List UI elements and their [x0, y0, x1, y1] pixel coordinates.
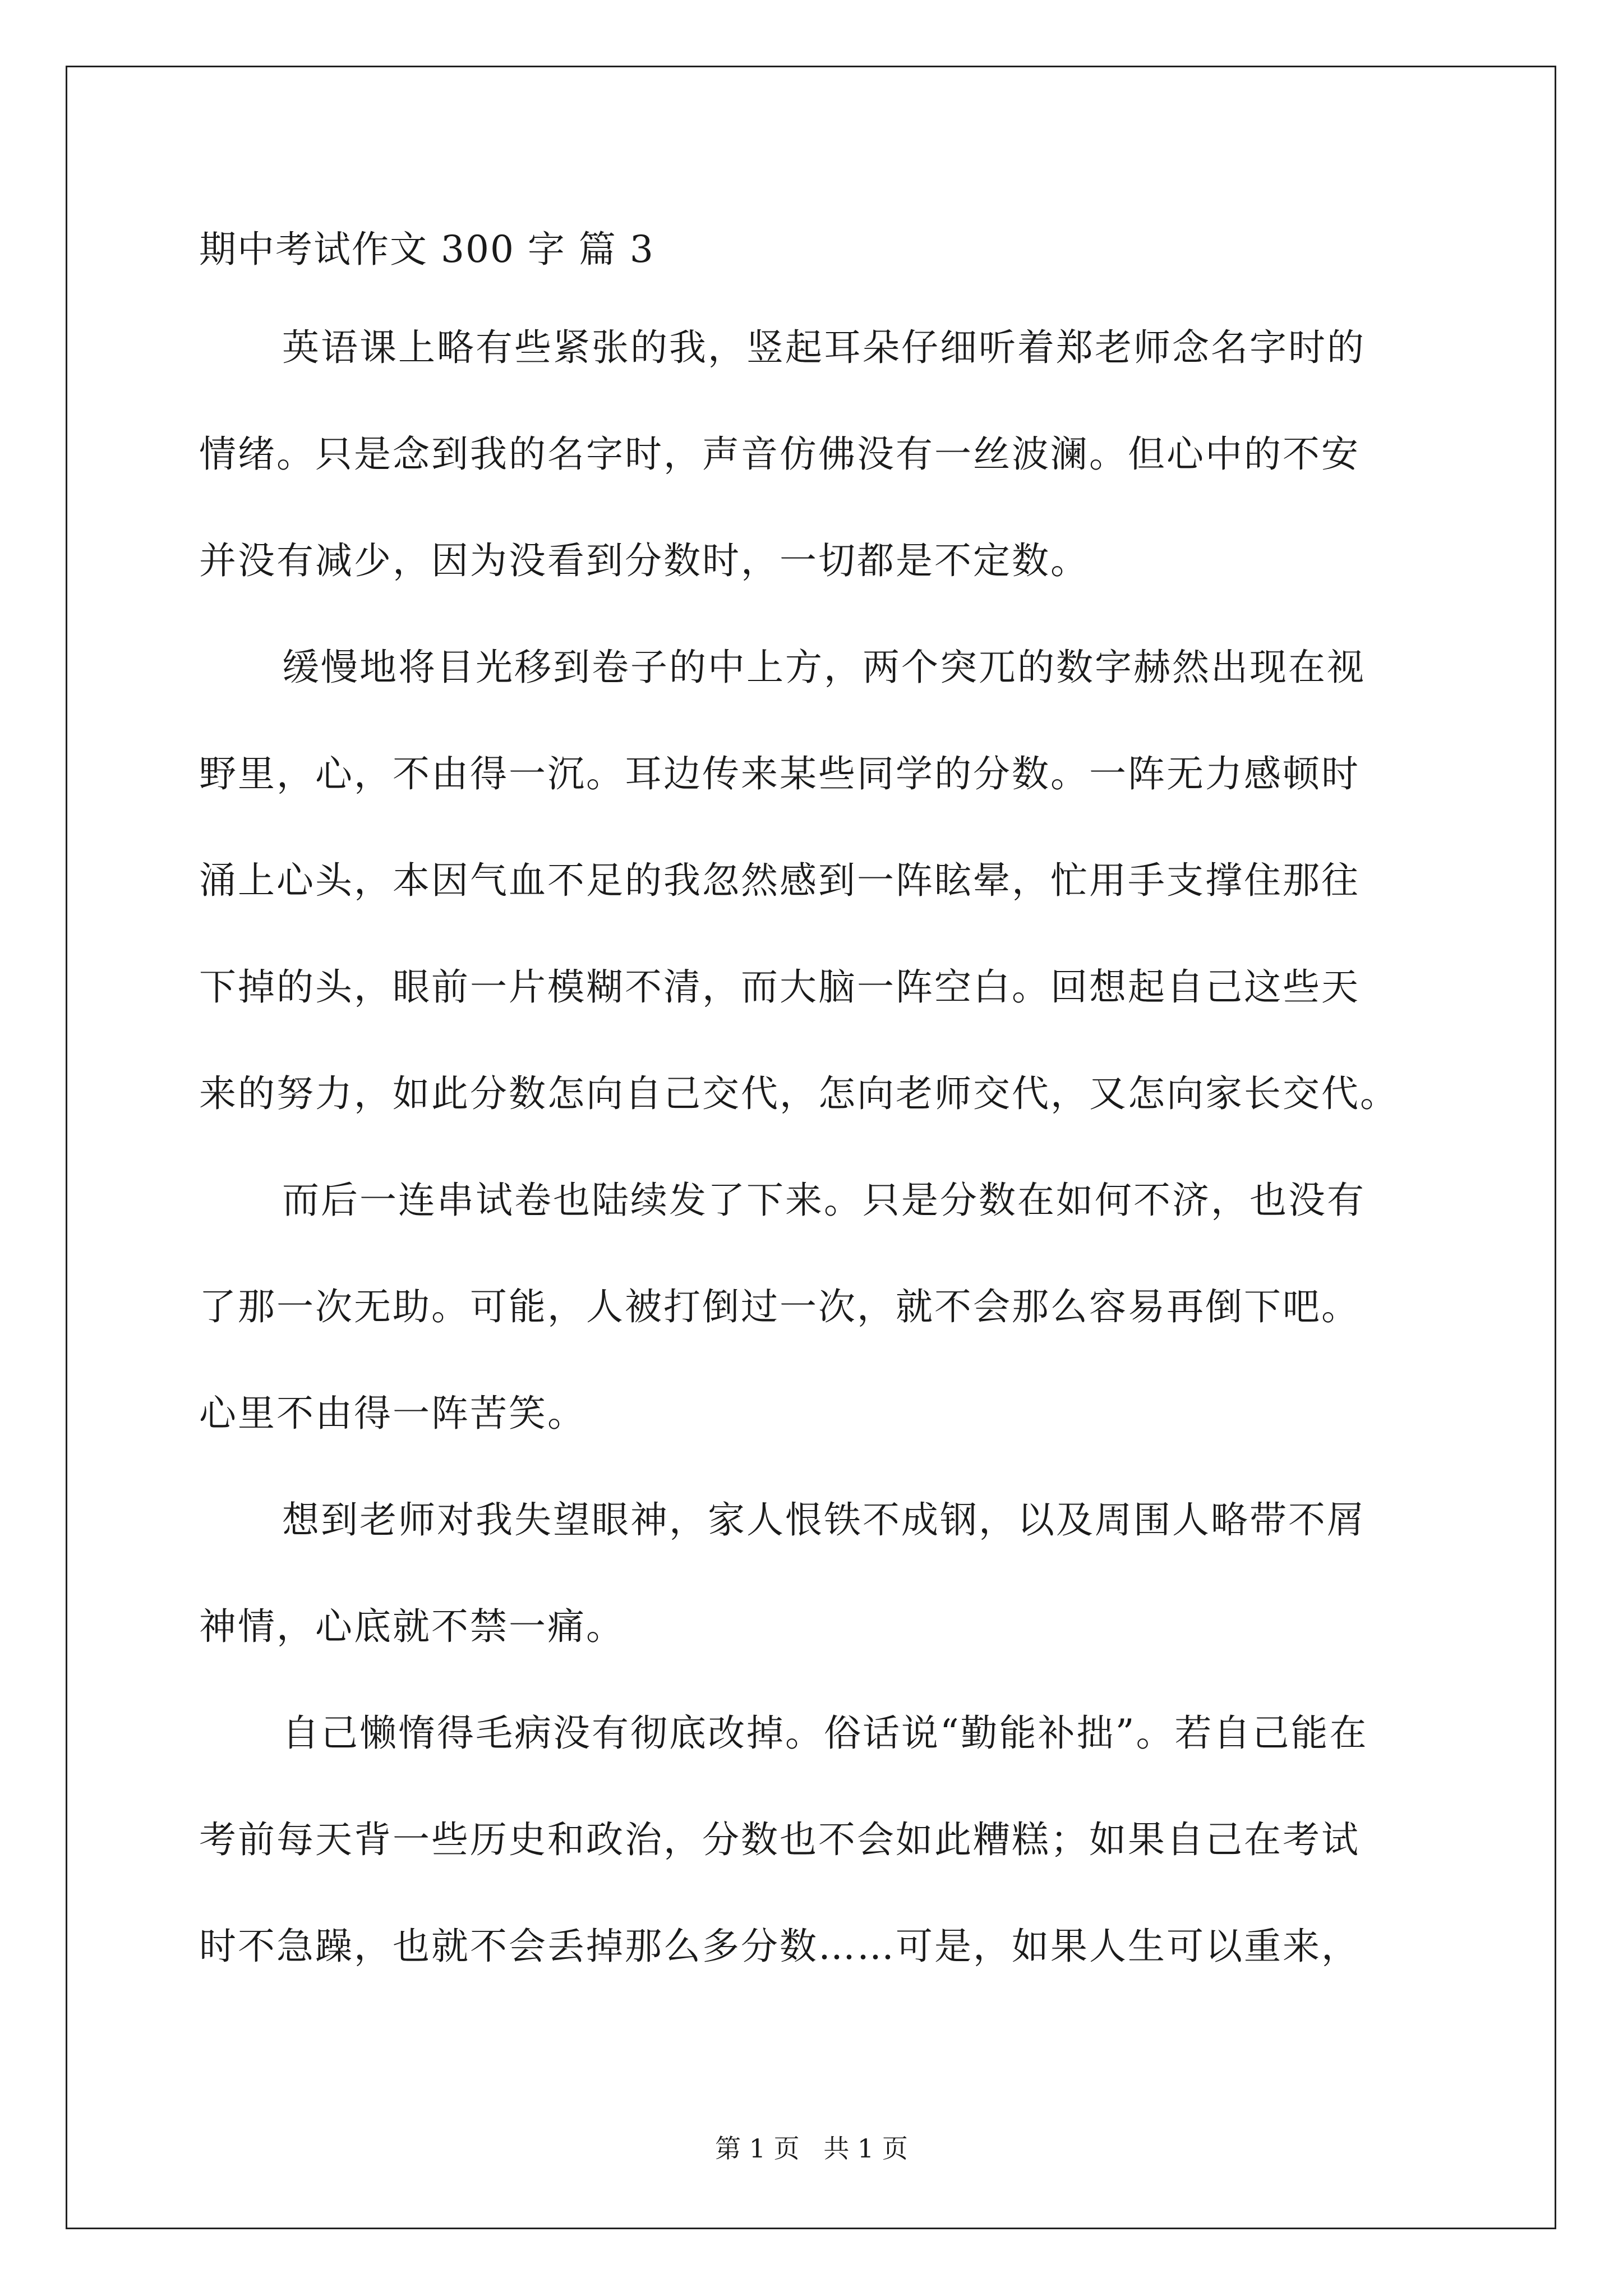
- paragraph-line: 考前每天背一些历史和政治，分数也不会如此糟糕；如果自己在考试: [199, 1818, 1360, 1861]
- paragraph-line: 而后一连串试卷也陆续发了下来。只是分数在如何不济，也没有: [282, 1179, 1366, 1222]
- paragraph-line: 时不急躁，也就不会丢掉那么多分数……可是，如果人生可以重来，: [199, 1925, 1360, 1968]
- paragraph: [199, 614, 1433, 1147]
- paragraph-line: 想到老师对我失望眼神，家人恨铁不成钢，以及周围人略带不屑: [282, 1498, 1366, 1542]
- paragraph-line: 英语课上略有些紧张的我，竖起耳朵仔细听着郑老师念名字时的: [282, 326, 1366, 369]
- paragraph-line: 情绪。只是念到我的名字时，声音仿佛没有一丝波澜。但心中的不安: [199, 432, 1360, 476]
- paragraph: [199, 1467, 1433, 1680]
- paragraph-line: 了那一次无助。可能，人被打倒过一次，就不会那么容易再倒下吧。: [199, 1285, 1360, 1328]
- paragraph-line: 心里不由得一阵苦笑。: [199, 1392, 586, 1435]
- paragraph-line: 涌上心头，本因气血不足的我忽然感到一阵眩晕，忙用手支撑住那往: [199, 859, 1360, 902]
- page-footer: [0, 2132, 1623, 2165]
- paragraph-line: 下掉的头，眼前一片模糊不清，而大脑一阵空白。回想起自己这些天: [199, 965, 1360, 1009]
- paragraph-list: [199, 295, 1433, 2000]
- document-body: [199, 222, 1433, 2000]
- paragraph-line: 并没有减少，因为没看到分数时，一切都是不定数。: [199, 539, 1089, 582]
- paragraph-line: 自己懒惰得毛病没有彻底改掉。俗话说“勤能补拙”。若自己能在: [282, 1711, 1368, 1755]
- page-number: 第 1 页: [715, 2133, 800, 2164]
- paragraph-line: 来的努力，如此分数怎向自己交代，怎向老师交代，又怎向家长交代。: [199, 1072, 1399, 1115]
- paragraph-line: 野里，心，不由得一沉。耳边传来某些同学的分数。一阵无力感顿时: [199, 752, 1360, 795]
- paragraph: [199, 1680, 1433, 2000]
- paragraph: [199, 1147, 1433, 1467]
- page-total: 共 1 页: [823, 2133, 908, 2164]
- paragraph-line: 缓慢地将目光移到卷子的中上方，两个突兀的数字赫然出现在视: [282, 646, 1366, 689]
- paragraph-line: 神情，心底就不禁一痛。: [199, 1605, 625, 1648]
- document-title: 期中考试作文 300 字 篇 3: [199, 228, 654, 271]
- paragraph: [199, 295, 1433, 614]
